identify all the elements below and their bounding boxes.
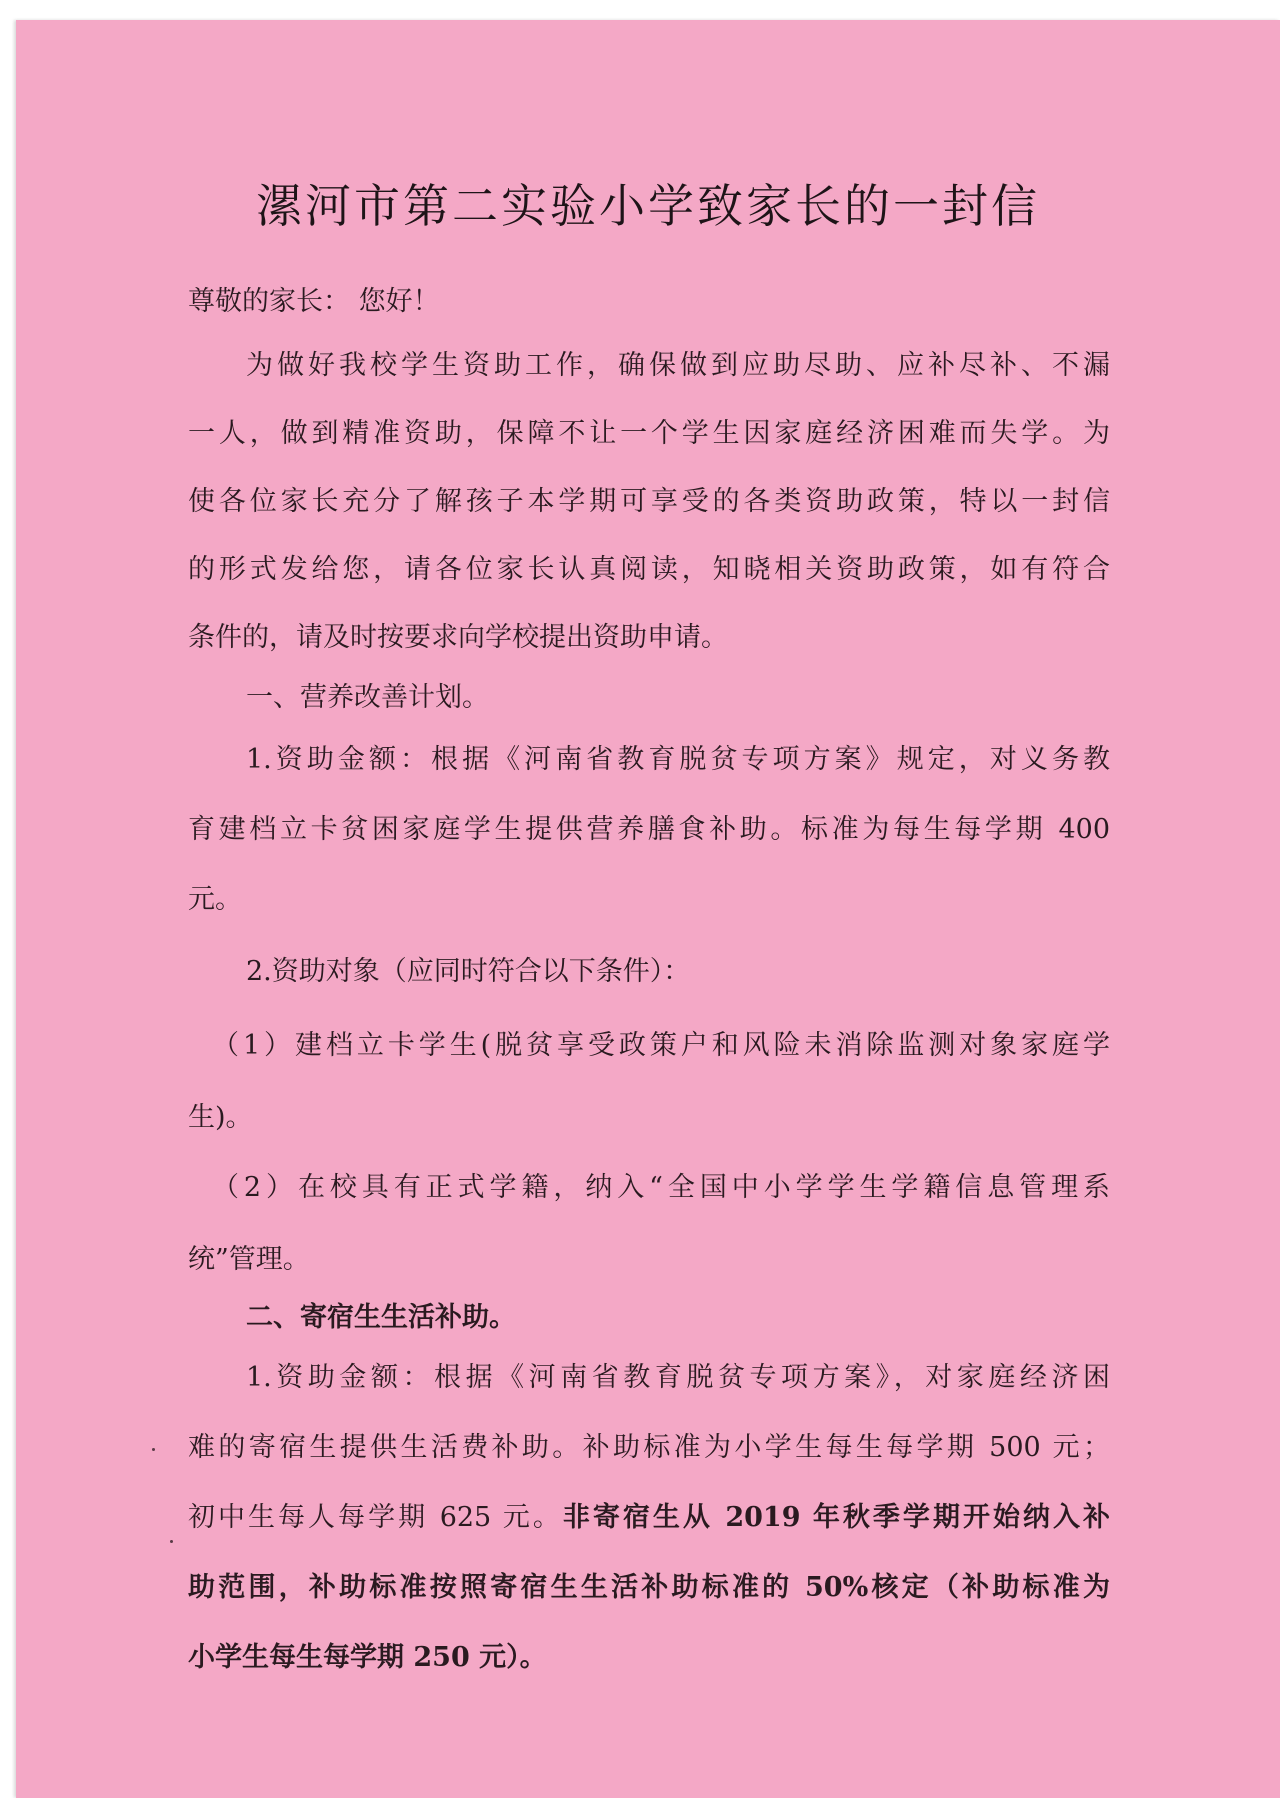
- intro-line: 条件的，请及时按要求向学校提出资助申请。: [188, 622, 728, 653]
- section2-heading: 二、寄宿生生活补助。: [246, 1302, 516, 1333]
- intro-line: 为做好我校学生资助工作，确保做到应助尽助、应补尽补、不漏: [246, 350, 1110, 381]
- condition-line: （2）在校具有正式学籍，纳入“全国中小学学生学籍信息管理系: [212, 1172, 1110, 1203]
- greeting: 尊敬的家长： 您好！: [188, 286, 440, 317]
- section2-bold-line: 小学生每生每学期 250 元）。: [188, 1642, 547, 1673]
- letter-title: 漯河市第二实验小学致家长的一封信: [256, 179, 1040, 233]
- scan-speck: [152, 1448, 155, 1451]
- section1-amount-line: 1.资助金额：根据《河南省教育脱贫专项方案》规定，对义务教: [246, 744, 1110, 775]
- section1-heading: 一、营养改善计划。: [246, 682, 489, 713]
- mixed-line-normal: 初中生每人每学期 625 元。: [188, 1502, 563, 1533]
- section1-target-heading: 2.资助对象（应同时符合以下条件）：: [246, 956, 691, 987]
- mixed-line-bold: 非寄宿生从 2019 年秋季学期开始纳入补: [562, 1502, 1111, 1533]
- section2-amount-line: 难的寄宿生提供生活费补助。补助标准为小学生每生每学期 500 元；: [188, 1432, 1110, 1463]
- section2-bold-line: 助范围，补助标准按照寄宿生生活补助标准的 50%核定（补助标准为: [188, 1572, 1110, 1603]
- intro-line: 使各位家长充分了解孩子本学期可享受的各类资助政策，特以一封信: [188, 486, 1110, 517]
- section2-mixed-line: [188, 1498, 1110, 1538]
- condition-line: 生)。: [188, 1102, 253, 1133]
- intro-line: 一人，做到精准资助，保障不让一个学生因家庭经济困难而失学。为: [188, 418, 1110, 449]
- letter-page: [16, 20, 1280, 1798]
- section2-amount-line: 1.资助金额：根据《河南省教育脱贫专项方案》，对家庭经济困: [246, 1362, 1110, 1393]
- intro-line: 的形式发给您，请各位家长认真阅读，知晓相关资助政策，如有符合: [188, 554, 1110, 585]
- section1-amount-line: 元。: [188, 884, 242, 915]
- condition-line: （1）建档立卡学生(脱贫享受政策户和风险未消除监测对象家庭学: [212, 1030, 1110, 1061]
- condition-line: 统”管理。: [188, 1244, 310, 1275]
- section1-amount-line: 育建档立卡贫困家庭学生提供营养膳食补助。标准为每生每学期 400: [188, 814, 1110, 845]
- scan-speck: [170, 1540, 173, 1543]
